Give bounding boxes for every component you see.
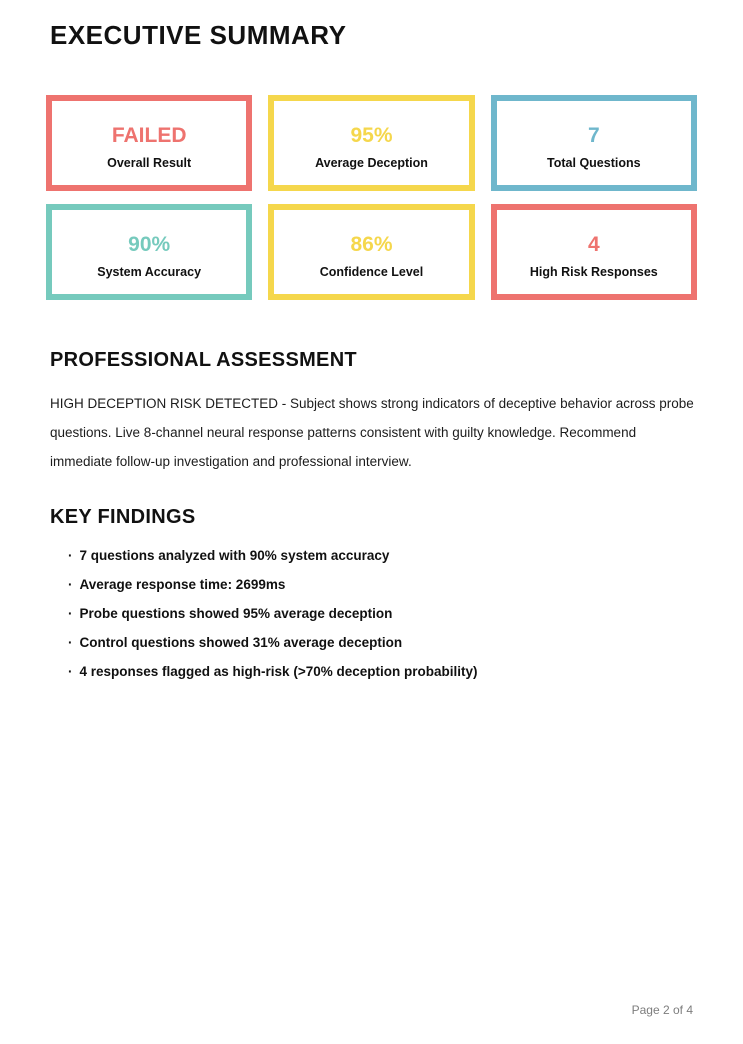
stat-card-total-questions: [491, 95, 697, 191]
stat-label: Total Questions: [547, 155, 641, 170]
key-findings-heading: KEY FINDINGS: [50, 506, 196, 528]
stat-card-confidence-level: [268, 204, 474, 300]
stat-card-average-deception: [268, 95, 474, 191]
stat-value: 4: [587, 232, 600, 256]
finding-item: · 7 questions analyzed with 90% system accuracy: [68, 549, 697, 563]
stat-value: 7: [587, 123, 600, 147]
stat-label: High Risk Responses: [529, 264, 658, 279]
professional-assessment-section: [46, 349, 697, 476]
page-title: EXECUTIVE SUMMARY: [50, 20, 347, 50]
finding-item: · Control questions showed 31% average deception: [68, 636, 697, 650]
key-findings-list: [46, 549, 697, 679]
stat-value: 86%: [350, 232, 393, 256]
stat-card-overall-result: [46, 95, 252, 191]
stat-value: FAILED: [111, 123, 187, 147]
assessment-paragraph: HIGH DECEPTION RISK DETECTED - Subject shows strong indicators of deceptive behavior across probe questions. Live 8-channel neural response patterns consistent with guilty knowledge. Recommend immediate follow-up investigation and professional interview.: [50, 396, 694, 469]
stat-label: Overall Result: [107, 155, 192, 170]
stat-label: Confidence Level: [319, 264, 424, 279]
finding-item: · Probe questions showed 95% average deception: [68, 607, 697, 621]
key-findings-section: [46, 506, 697, 679]
stat-value: 95%: [350, 123, 393, 147]
summary-cards: [46, 95, 697, 300]
professional-assessment-heading: PROFESSIONAL ASSESSMENT: [50, 349, 357, 371]
stat-label: Average Deception: [315, 155, 428, 170]
finding-item: · Average response time: 2699ms: [68, 578, 697, 592]
stat-card-system-accuracy: [46, 204, 252, 300]
stat-value: 90%: [128, 232, 171, 256]
stat-label: System Accuracy: [97, 264, 202, 279]
page-number: Page 2 of 4: [631, 1003, 693, 1017]
finding-item: · 4 responses flagged as high-risk (>70% deception probability): [68, 665, 697, 679]
stat-card-high-risk-responses: [491, 204, 697, 300]
